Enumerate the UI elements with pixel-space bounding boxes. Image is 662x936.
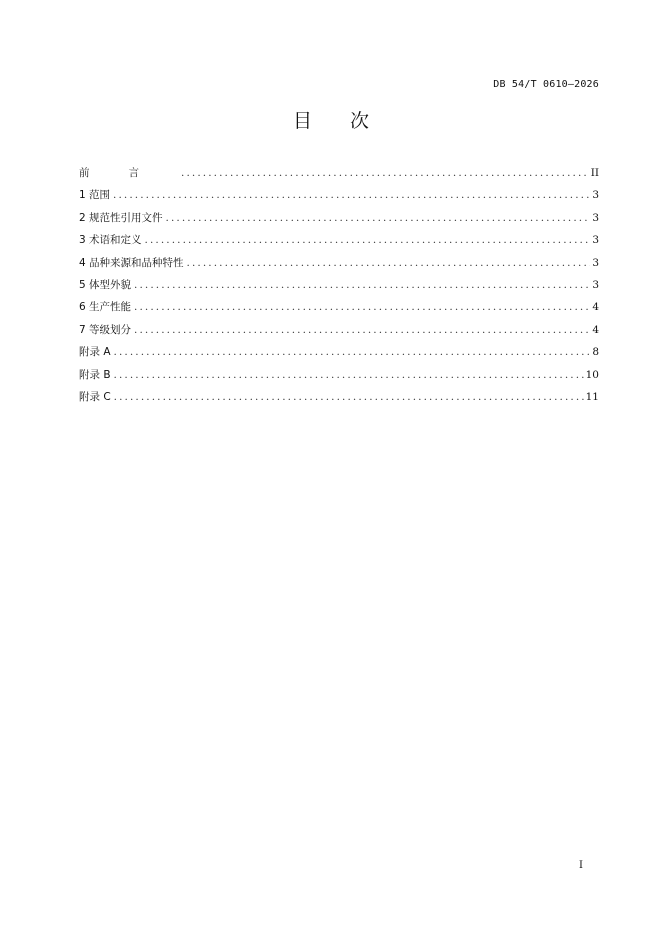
toc-entry-label: 附录 C — [79, 390, 111, 403]
toc-entry-scope[interactable] — [79, 188, 599, 210]
toc-entry-label: 附录 B — [79, 368, 111, 381]
toc-entry-label: 2 规范性引用文件 — [79, 211, 163, 224]
toc-entry-appendix-b[interactable] — [79, 368, 599, 390]
toc-title: 目次 — [292, 110, 407, 132]
dot-leader — [187, 256, 591, 270]
dot-leader — [114, 390, 584, 404]
toc-entry-label: 1 范围 — [79, 189, 111, 202]
toc-entry-page: 3 — [592, 256, 599, 269]
toc-entry-page: 4 — [592, 323, 599, 336]
dot-leader — [114, 345, 591, 359]
toc-entry-label: 附录 A — [79, 346, 111, 359]
toc-entry-appendix-c[interactable] — [79, 390, 599, 412]
toc-entry-appendix-a[interactable] — [79, 345, 599, 367]
toc-entry-page: 3 — [592, 211, 599, 224]
toc-entry-preface[interactable] — [79, 166, 599, 188]
toc-entry-page: 8 — [592, 346, 599, 359]
dot-leader — [134, 323, 590, 337]
toc-entry-page: 3 — [592, 278, 599, 291]
toc-entry-terms-definitions[interactable] — [79, 233, 599, 255]
toc-entry-label: 6 生产性能 — [79, 301, 132, 314]
toc-entry-page: II — [590, 167, 599, 179]
toc-entry-normative-references[interactable] — [79, 211, 599, 233]
toc-entry-label: 7 等级划分 — [79, 323, 132, 336]
standard-code: DB 54/T 0610—2026 — [493, 79, 599, 90]
toc-entry-body-appearance[interactable] — [79, 278, 599, 300]
dot-leader — [181, 166, 589, 180]
dot-leader — [134, 300, 590, 314]
toc-entry-page: 4 — [592, 301, 599, 314]
dot-leader — [166, 211, 591, 225]
toc-entry-label: 4 品种来源和品种特性 — [79, 256, 184, 269]
toc-entry-page: 10 — [585, 368, 599, 381]
dot-leader — [113, 188, 590, 202]
toc-entry-label: 前言 — [79, 167, 178, 179]
toc-entry-page: 3 — [592, 234, 599, 247]
dot-leader — [114, 368, 584, 382]
toc-entry-grading[interactable] — [79, 323, 599, 345]
toc-entry-page: 3 — [592, 189, 599, 202]
toc-entry-label: 5 体型外貌 — [79, 278, 132, 291]
dot-leader — [134, 278, 590, 292]
page-number: I — [579, 860, 583, 871]
dot-leader — [145, 233, 591, 247]
toc-entry-label: 3 术语和定义 — [79, 234, 142, 247]
toc-entry-production-performance[interactable] — [79, 300, 599, 322]
toc-entry-breed-origin[interactable] — [79, 256, 599, 278]
toc-entry-page: 11 — [585, 390, 599, 403]
table-of-contents — [79, 166, 599, 412]
